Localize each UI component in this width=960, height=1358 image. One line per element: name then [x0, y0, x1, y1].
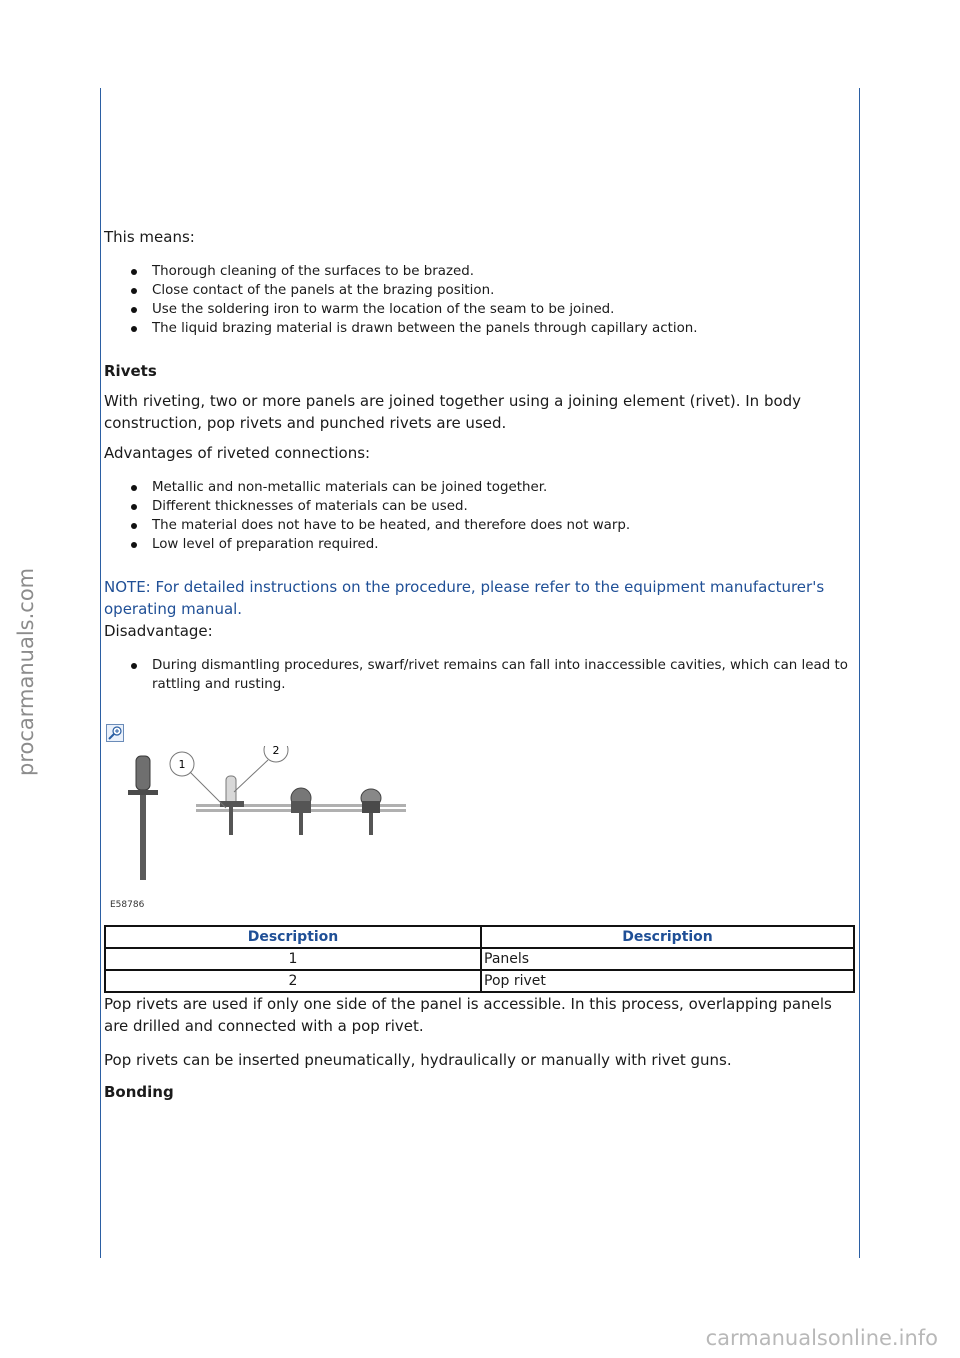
right-margin-rule [859, 88, 860, 1258]
list-item: Thorough cleaning of the surfaces to be brazed. [152, 262, 856, 281]
bonding-heading: Bonding [104, 1083, 174, 1101]
pop-rivets-paragraph-2: Pop rivets can be inserted pneumatically, hydraulically or manually with rivet guns. [104, 1051, 732, 1069]
rivet-mandrel-image [128, 756, 158, 880]
rivets-heading: Rivets [104, 362, 157, 380]
svg-text:1: 1 [178, 758, 186, 771]
rivet-set [291, 788, 311, 835]
list-item: Different thicknesses of materials can be used. [152, 497, 856, 516]
table-header: Description [481, 926, 854, 948]
table-cell-num: 1 [105, 948, 481, 970]
list-item: Metallic and non-metallic materials can be joined together. [152, 478, 856, 497]
callout-1 [170, 752, 226, 808]
figure-code: E58786 [110, 900, 145, 910]
table-cell-desc: Pop rivet [481, 970, 854, 992]
brazing-list [104, 262, 856, 338]
table-row [105, 948, 854, 970]
zoom-icon[interactable] [106, 724, 124, 742]
list-item: During dismantling procedures, swarf/rivet remains can fall into inaccessible cavities, which can lead to rattling and rusting. [152, 656, 856, 694]
table-row [105, 970, 854, 992]
description-table [104, 925, 855, 993]
list-item: The material does not have to be heated, and therefore does not warp. [152, 516, 856, 535]
advantages-list [104, 478, 856, 554]
list-item: Use the soldering iron to warm the location of the seam to be joined. [152, 300, 856, 319]
intro-text: This means: [104, 228, 195, 246]
left-margin-rule [100, 88, 101, 1258]
table-cell-num: 2 [105, 970, 481, 992]
pop-rivets-paragraph-1: Pop rivets are used if only one side of the panel is accessible. In this process, overlapping panels are drilled and connected with a pop rivet. [104, 995, 832, 1035]
rivet-figure [104, 716, 856, 911]
footer-watermark[interactable]: carmanualsonline.info [705, 1326, 938, 1350]
disadvantages-list [104, 656, 856, 694]
list-item: Close contact of the panels at the brazing position. [152, 281, 856, 300]
note-text: NOTE: For detailed instructions on the procedure, please refer to the equipment manufacturer's operating manual. [104, 578, 825, 618]
pop-rivet-diagram [116, 746, 416, 896]
list-item: The liquid brazing material is drawn between the panels through capillary action. [152, 319, 856, 338]
rivet-finished [361, 789, 381, 835]
rivets-paragraph: With riveting, two or more panels are joined together using a joining element (rivet). In body construction, pop rivets and punched rivets are used. [104, 392, 802, 432]
table-cell-desc: Panels [481, 948, 854, 970]
svg-text:2: 2 [272, 746, 280, 757]
side-watermark[interactable]: procarmanuals.com [14, 567, 38, 776]
table-header-row [105, 926, 854, 948]
document-body [104, 226, 856, 1111]
disadvantage-intro: Disadvantage: [104, 622, 213, 640]
advantages-intro: Advantages of riveted connections: [104, 444, 371, 462]
table-header: Description [105, 926, 481, 948]
callout-2 [234, 746, 288, 792]
list-item: Low level of preparation required. [152, 535, 856, 554]
